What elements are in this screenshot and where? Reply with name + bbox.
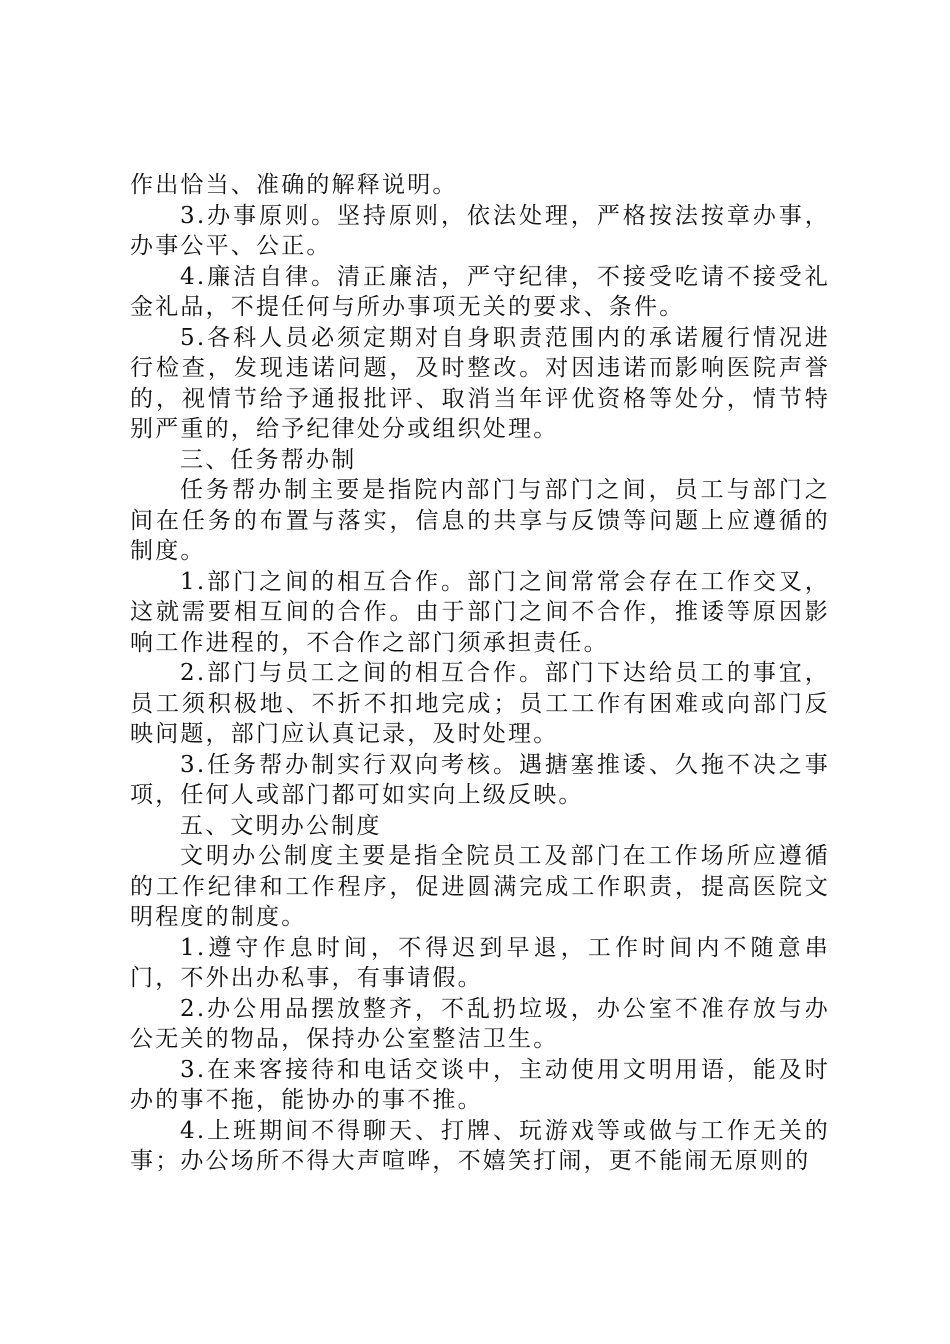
paragraph-task-item-3: 3.任务帮办制实行双向考核。遇搪塞推诿、久拖不决之事项，任何人或部门都可如实向上级反映。: [130, 751, 830, 808]
paragraph-item-5-inspection: 5.各科人员必须定期对自身职责范围内的承诺履行情况进行检查，发现违诺问题，及时整改。对因违诺而影响医院声誉的，视情节给予通报批评、取消当年评优资格等处分，情节特别严重的，给予纪律处分或组织处理。: [130, 324, 830, 442]
paragraph-office-item-4: 4.上班期间不得聊天、打牌、玩游戏等或做与工作无关的事；办公场所不得大声喧哗，不嬉笑打闹，更不能闹无原则的: [130, 1117, 830, 1174]
section-heading-task-assistance: 三、任务帮办制: [180, 446, 357, 473]
paragraph-office-item-1: 1.遵守作息时间，不得迟到早退，工作时间内不随意串门，不外出办私事，有事请假。: [130, 934, 830, 991]
paragraph-task-item-2: 2.部门与员工之间的相互合作。部门下达给员工的事宜，员工须积极地、不折不扣地完成；员工工作有困难或向部门反映问题，部门应认真记录，及时处理。: [130, 660, 830, 747]
paragraph-item-3-principle: 3.办事原则。坚持原则，依法处理，严格按法按章办事，办事公平、公正。: [130, 202, 830, 259]
paragraph-task-item-1: 1.部门之间的相互合作。部门之间常常会存在工作交叉，这就需要相互间的合作。由于部门之间不合作，推诿等原因影响工作进程的，不合作之部门须承担责任。: [130, 568, 830, 656]
paragraph-office-item-3: 3.在来客接待和电话交谈中，主动使用文明用语，能及时办的事不拖，能协办的事不推。: [130, 1056, 830, 1113]
paragraph-item-4-integrity: 4.廉洁自律。清正廉洁，严守纪律，不接受吃请不接受礼金礼品，不提任何与所办事项无关的要求、条件。: [130, 263, 830, 320]
paragraph-civilized-office-intro: 文明办公制度主要是指全院员工及部门在工作场所应遵循的工作纪律和工作程序，促进圆满完成工作职责，提高医院文明程度的制度。: [130, 843, 830, 930]
document-body: [130, 170, 830, 1177]
paragraph-continuation: 作出恰当、准确的解释说明。: [130, 172, 458, 198]
paragraph-office-item-2: 2.办公用品摆放整齐，不乱扔垃圾，办公室不准存放与办公无关的物品，保持办公室整洁卫生。: [130, 995, 830, 1052]
section-heading-civilized-office: 五、文明办公制度: [180, 812, 382, 839]
paragraph-task-assistance-intro: 任务帮办制主要是指院内部门与部门之间，员工与部门之间在任务的布置与落实，信息的共享与反馈等问题上应遵循的制度。: [130, 477, 830, 564]
